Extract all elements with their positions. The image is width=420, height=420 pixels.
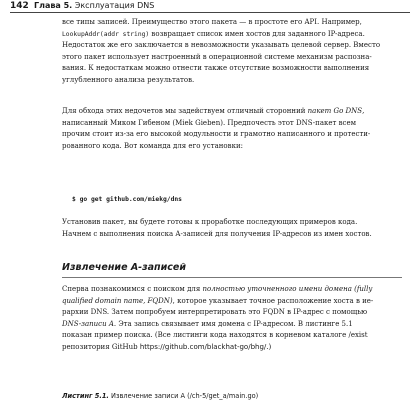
text-line xyxy=(62,319,402,331)
text-line xyxy=(62,296,402,308)
text-span: . Эта запись связывает имя домена с IP-адресом. В листинге 5.1 xyxy=(113,319,353,328)
text-line: все типы записей. Преимущество этого пакета — в простоте его API. Например, xyxy=(62,18,362,26)
text-line xyxy=(62,29,402,41)
listing-label: Листинг 5.1. xyxy=(62,392,109,400)
chapter-label: Глава 5. xyxy=(34,1,73,10)
install-command: $ go get github.com/miekg/dns xyxy=(72,196,182,203)
text-span: Для обхода этих недочетов мы задействуем отличный сторонний xyxy=(62,107,308,115)
text-span: .) xyxy=(266,342,272,351)
paragraph-2 xyxy=(62,106,402,152)
section-rule xyxy=(62,277,402,278)
text-line: Начнем с выполнения поиска A-записей для получения IP-адресов из имен хостов. xyxy=(62,229,372,238)
text-line: написанный Миком Гибеном (Miek Gieben). Предпочесть этот DNS-пакет всем xyxy=(62,118,357,127)
text-line: рованного кода. Вот команда для его установки: xyxy=(62,141,243,150)
text-line xyxy=(62,106,402,118)
page-number: 142 xyxy=(10,1,29,11)
text-line xyxy=(62,284,402,296)
text-line: вания. К недостаткам можно отнести также отсутствие возможности выполнения xyxy=(62,64,370,72)
text-line xyxy=(62,342,402,354)
emphasis: qualified domain name, FQDN) xyxy=(62,296,173,305)
chapter-heading xyxy=(34,1,154,10)
text-line: Установив пакет, вы будете готовы к проработке последующих примеров кода. xyxy=(62,218,358,226)
paragraph-4 xyxy=(62,284,402,353)
section-title: Извлечение A-записей xyxy=(62,262,186,273)
emphasis: пакет Go DNS xyxy=(307,107,363,115)
inline-code: LookupAddr(addr string) xyxy=(62,30,150,38)
text-line: прочим стоит из-за его высокой модульности и грамотно написанного и протести- xyxy=(62,130,371,138)
text-span: Сперва познакомимся с поиском для xyxy=(62,285,203,293)
text-line: рархии DNS. Затем попробуем интерпретировать это FQDN в IP-адрес с помощью xyxy=(62,308,368,316)
text-span: репозитория GitHub xyxy=(62,342,140,351)
chapter-title: Эксплуатация DNS xyxy=(74,1,155,10)
text-span: , xyxy=(362,107,365,115)
header-rule xyxy=(10,12,410,13)
emphasis: DNS-записи A xyxy=(62,319,114,328)
listing-caption-text: Извлечение записи A (/ch-5/get_a/main.go) xyxy=(108,392,259,400)
emphasis: полностью уточненного имени домена (fully xyxy=(202,285,373,293)
text-line: этого пакет использует настроенный в операционной системе механизм распозна- xyxy=(62,52,372,61)
listing-caption xyxy=(62,392,258,400)
text-line: показан пример поиска. (Все листинги кода находятся в корневом каталоге /exist xyxy=(62,331,368,339)
text-line: углубленного анализа результатов. xyxy=(62,75,195,84)
repository-url: https://github.com/blackhat-go/bhg/ xyxy=(139,342,267,351)
paragraph-3 xyxy=(62,217,402,240)
text-span: возвращает список имен хостов для заданного IP-адреса. xyxy=(149,29,365,38)
paragraph-1 xyxy=(62,17,402,86)
text-span: , которое указывает точное расположение хоста в ие- xyxy=(172,296,374,305)
text-line: Недостаток же его заключается в невозможности указывать целевой сервер. Вместо xyxy=(62,41,381,49)
